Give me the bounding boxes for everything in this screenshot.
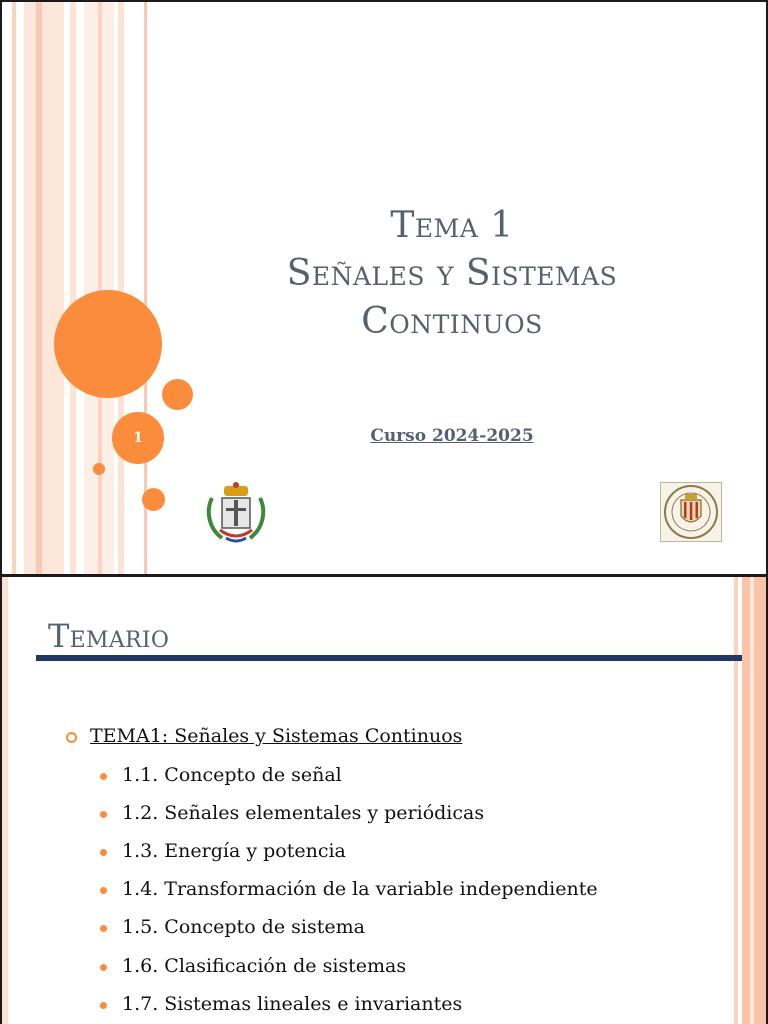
- list-item: 1.3. Energía y potencia: [122, 840, 346, 862]
- course-subtitle: Curso 2024-2025: [370, 426, 534, 446]
- list-item: 1.5. Concepto de sistema: [122, 916, 365, 938]
- decorative-stripe: [118, 2, 124, 574]
- title-rule: [36, 655, 742, 661]
- decorative-stripe: [750, 577, 754, 1024]
- decorative-stripe: [70, 2, 76, 574]
- decorative-circle-large: [54, 290, 162, 398]
- decorative-stripe: [144, 2, 147, 574]
- dot-bullet-icon: [100, 811, 107, 818]
- title-line-3: Continuos: [361, 301, 543, 342]
- decorative-circle-tiny: [93, 463, 105, 475]
- agenda-slide: [0, 575, 768, 1024]
- list-item: 1.4. Transformación de la variable independiente: [122, 878, 598, 900]
- list-item: 1.6. Clasificación de sistemas: [122, 955, 407, 977]
- dot-bullet-icon: [100, 887, 107, 894]
- topic-heading: TEMA1: Señales y Sistemas Continuos: [90, 725, 463, 747]
- decorative-stripe: [24, 2, 64, 574]
- dot-bullet-icon: [100, 849, 107, 856]
- list-item: 1.2. Señales elementales y periódicas: [122, 802, 485, 824]
- university-seal-logo: [660, 482, 722, 542]
- dot-bullet-icon: [100, 773, 107, 780]
- list-item: 1.1. Concepto de señal: [122, 764, 342, 786]
- dot-bullet-icon: [100, 1002, 107, 1009]
- crest-logo: [204, 480, 268, 546]
- dot-bullet-icon: [100, 964, 107, 971]
- decorative-circle-small: [142, 488, 165, 511]
- decorative-circle-small: [162, 379, 193, 410]
- ring-bullet-icon: [66, 732, 77, 743]
- decorative-stripe: [742, 577, 766, 1024]
- decorative-stripe: [2, 577, 8, 1024]
- dot-bullet-icon: [100, 925, 107, 932]
- decorative-stripe: [36, 2, 42, 574]
- list-item: 1.7. Sistemas lineales e invariantes: [122, 993, 463, 1015]
- title-line-2: Señales y Sistemas: [286, 253, 618, 294]
- title-line-1: Tema 1: [390, 205, 514, 246]
- decorative-stripe: [98, 2, 102, 574]
- slide-title: Temario: [48, 617, 170, 655]
- decorative-stripe: [12, 2, 16, 574]
- slide-title: [232, 202, 672, 346]
- decorative-stripe: [734, 577, 738, 1024]
- page-number: 1: [133, 430, 143, 446]
